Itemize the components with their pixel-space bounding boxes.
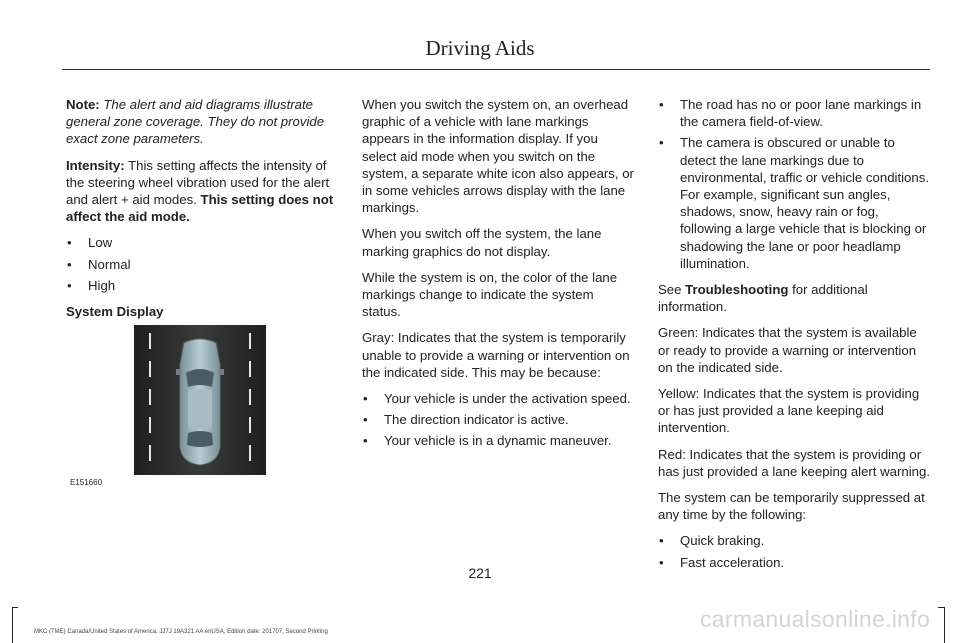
intensity-label: Intensity: xyxy=(66,157,125,173)
yellow-status-paragraph: Yellow: Indicates that the system is providing or has just provided a lane keeping aid intervention. xyxy=(658,386,920,436)
list-item: • Fast acceleration. xyxy=(658,554,930,571)
gray-reasons-list xyxy=(362,390,634,450)
crop-mark xyxy=(938,607,944,608)
see-troubleshooting-paragraph xyxy=(658,281,930,315)
figure-id: E151660 xyxy=(70,478,103,487)
list-item: • The camera is obscured or unable to detect the lane markings due to environmental, traffic or vehicle conditions. For example, significant sun angles, shadows, snow, heavy rain or fog, following a large vehicle that is blocking or shadowing the lane or poor headlamp illumination. xyxy=(658,134,930,272)
paragraph: Gray: Indicates that the system is temporarily unable to provide a warning or intervention on the indicated side. This may be because: xyxy=(362,330,630,380)
column-3 xyxy=(658,96,930,580)
list-item: • The direction indicator is active. xyxy=(362,411,634,428)
see-prefix: See xyxy=(658,282,682,298)
paragraph: When you switch the system on, an overhead graphic of a vehicle with lane markings appears in the information display. If you select aid mode when you switch on the system, a separate white icon also appears, or in some vehicles arrows display with the lane markings. xyxy=(362,97,634,216)
list-item: • Normal xyxy=(66,256,338,273)
footer-edition-info: MKC (TME) Canada/United States of America, JJ7J 19A321 AA enUSA, Edition date: 201707, Second Printing xyxy=(34,629,328,635)
crop-mark xyxy=(12,607,18,608)
header-divider xyxy=(62,69,930,70)
intensity-options-list xyxy=(66,234,338,294)
column-2 xyxy=(362,96,634,459)
red-status-paragraph: Red: Indicates that the system is providing or has just provided a lane keeping alert warning. xyxy=(658,446,930,479)
intensity-paragraph xyxy=(66,157,338,226)
green-status-paragraph: Green: Indicates that the system is available or ready to provide a warning or intervention on the indicated side. xyxy=(658,325,917,375)
see-suffix: for additional information. xyxy=(658,282,868,315)
crop-mark xyxy=(12,607,13,643)
paragraph: When you switch off the system, the lane marking graphics do not display. xyxy=(362,226,602,259)
page-title: Driving Aids xyxy=(425,36,535,60)
list-item: • Your vehicle is under the activation speed. xyxy=(362,390,634,407)
paragraph: While the system is on, the color of the lane markings change to indicate the system status. xyxy=(362,269,618,320)
column-1 xyxy=(66,96,338,329)
crop-mark xyxy=(944,607,945,643)
intensity-text: This setting affects the intensity of the steering wheel vibration used for the alert and alert + aid modes. xyxy=(66,157,330,208)
list-item: • Low xyxy=(66,234,338,251)
car-lane-icon xyxy=(134,325,266,475)
system-display-heading: System Display xyxy=(66,304,164,320)
list-item: • The road has no or poor lane markings in the camera field-of-view. xyxy=(658,96,930,130)
list-item: • Your vehicle is in a dynamic maneuver. xyxy=(362,432,634,449)
list-item: • High xyxy=(66,277,338,294)
list-item: • Quick braking. xyxy=(658,532,930,549)
note-paragraph xyxy=(66,96,338,148)
note-text: The alert and aid diagrams illustrate general zone coverage. They do not provide exact zone parameters. xyxy=(66,97,325,147)
note-label: Note: xyxy=(66,97,100,112)
lane-display-illustration xyxy=(134,325,266,475)
gray-reasons-list-continued xyxy=(658,96,930,272)
page-number: 221 xyxy=(468,565,492,581)
watermark: carmanualsonline.info xyxy=(700,606,931,632)
intensity-bold-text: This setting does not affect the aid mode. xyxy=(66,192,334,225)
suppress-paragraph: The system can be temporarily suppressed at any time by the following: xyxy=(658,490,925,523)
troubleshooting-link[interactable]: Troubleshooting xyxy=(685,282,789,298)
